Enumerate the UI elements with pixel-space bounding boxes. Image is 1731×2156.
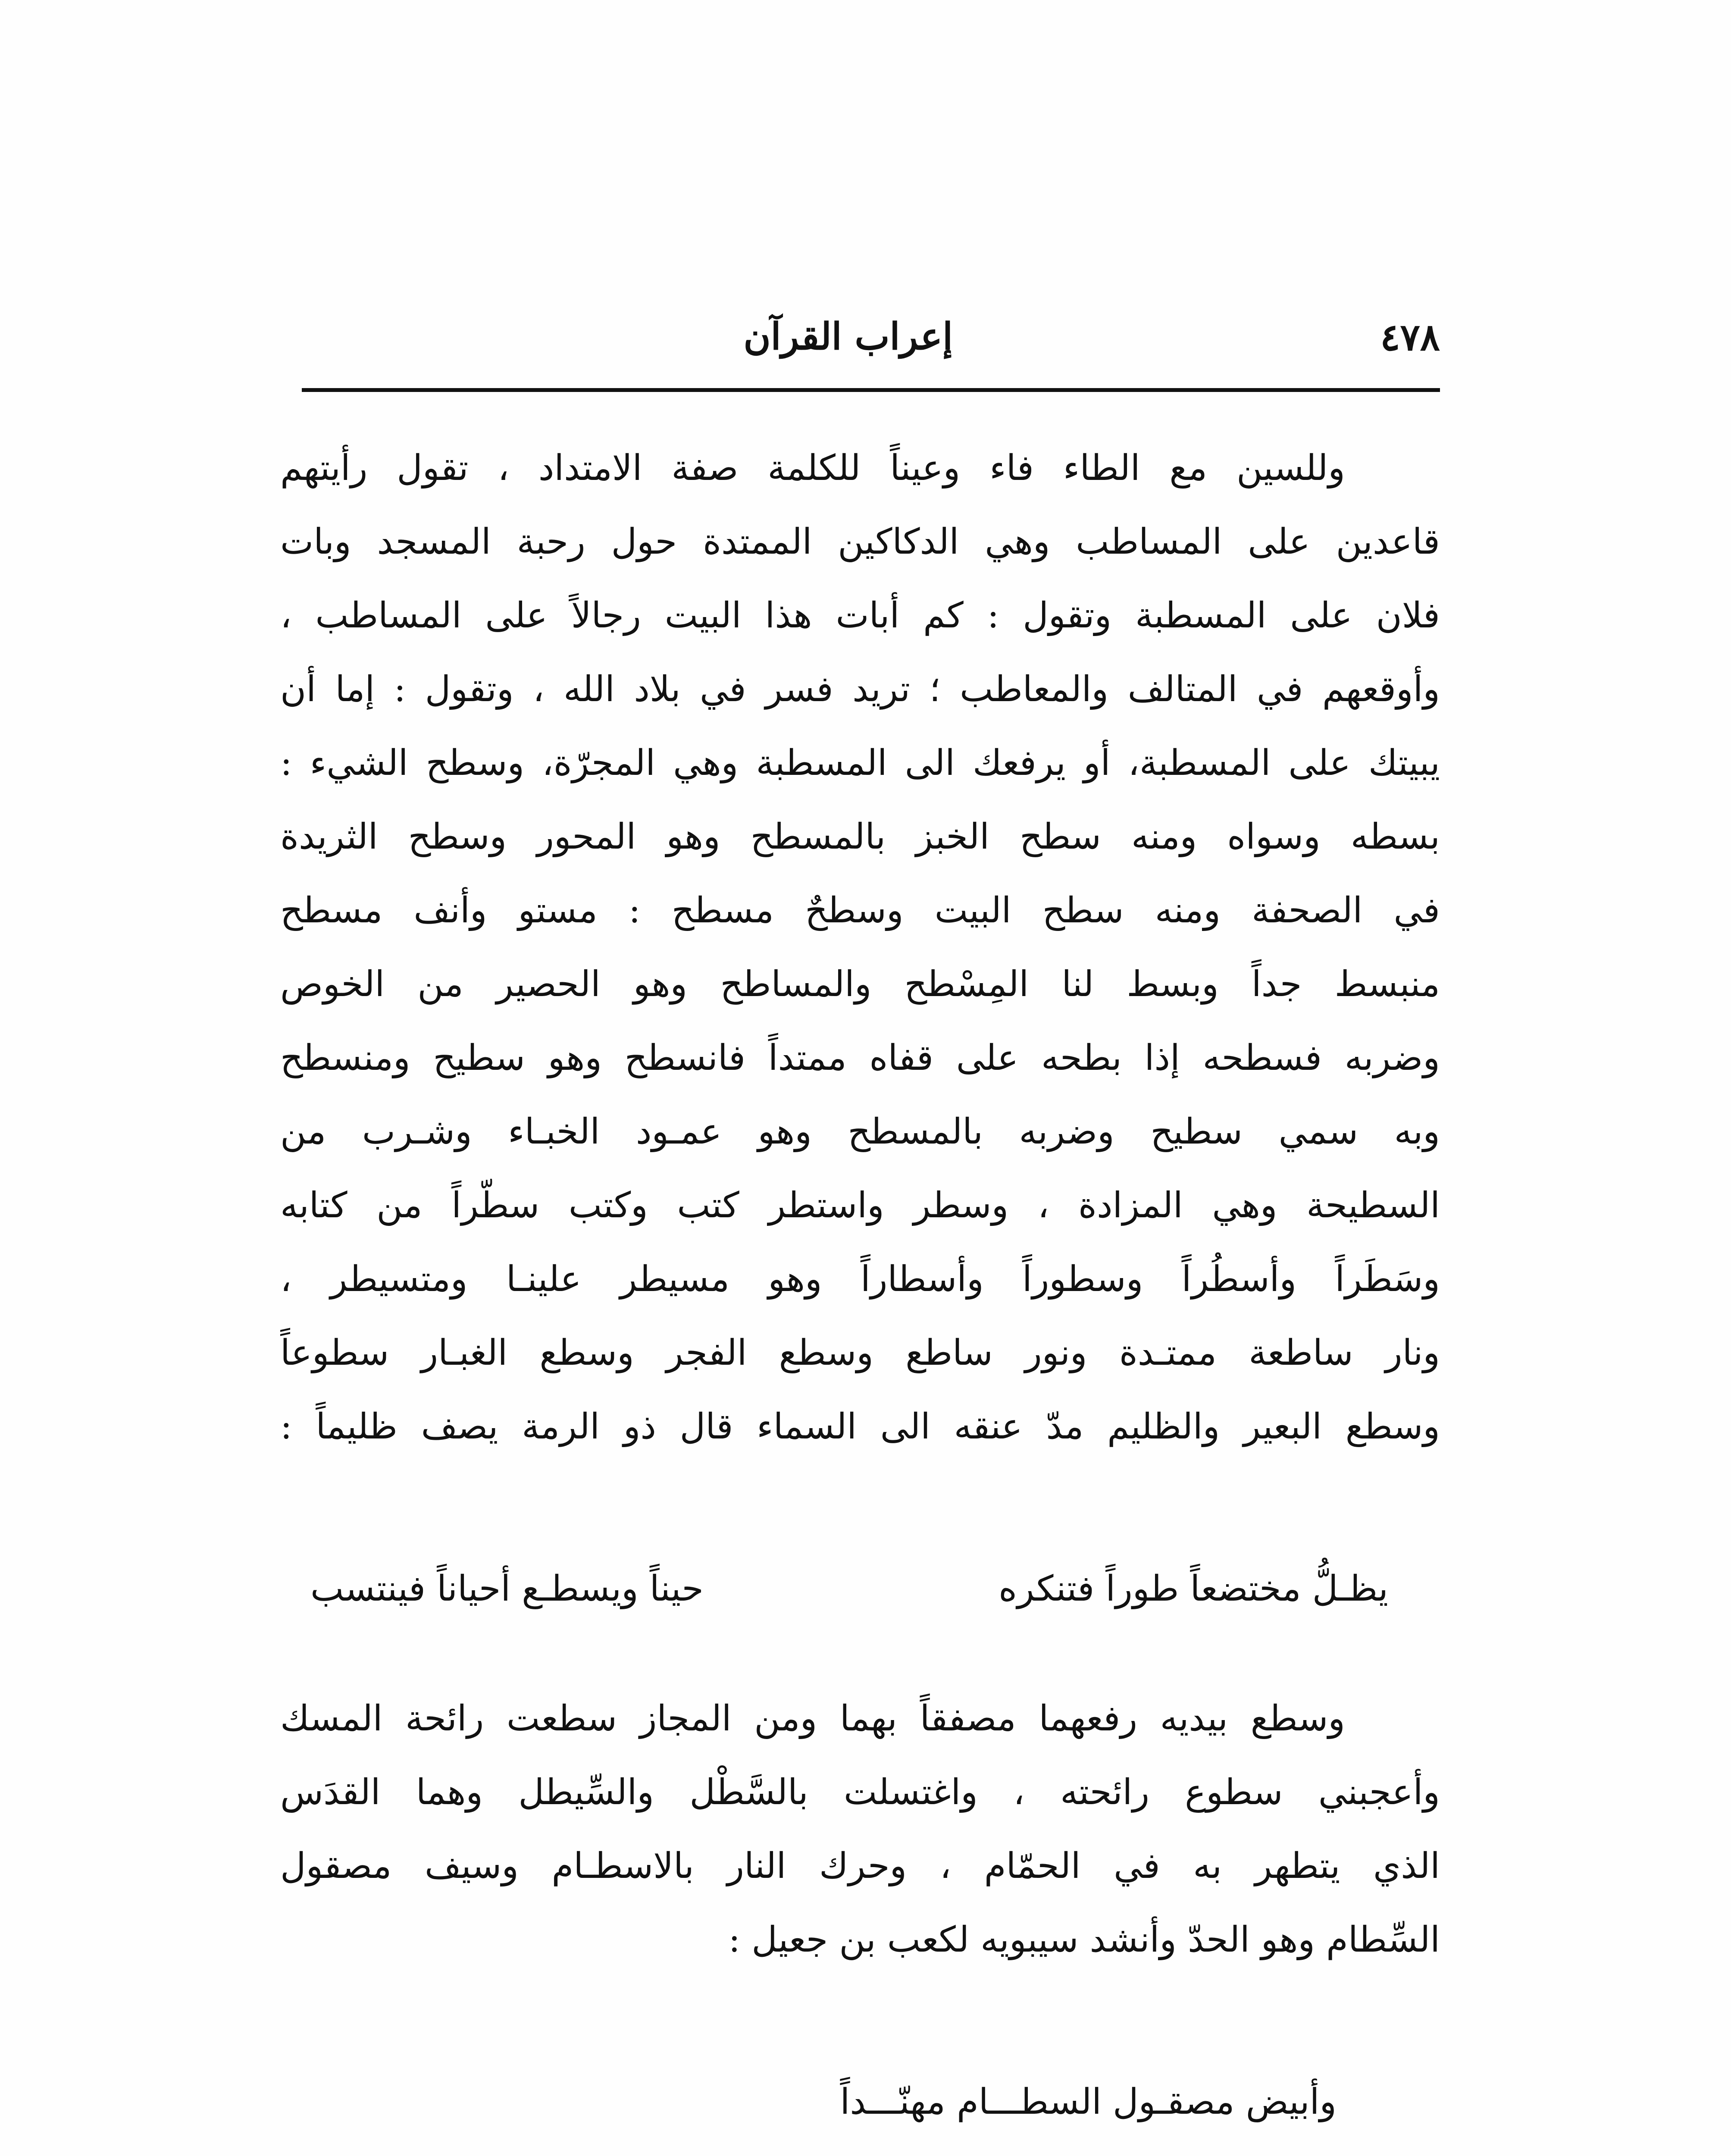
text-line: وسطع البعير والظليم مدّ عنقه الى السماء قال ذو الرمة يصف ظليماً :	[280, 1406, 1440, 1447]
text-line: ونار ساطعة ممتـدة ونور ساطع وسطع الفجر وسطع الغبـار سطوعاً	[280, 1332, 1440, 1373]
running-title: إعراب القرآن	[743, 315, 953, 358]
verse-1-second-hemistich: حيناً ويسطـع أحياناً فينتسب	[310, 1568, 704, 1609]
text-line: الذي يتطهر به في الحمّام ، وحرك النار بالاسطـام وسيف مصقول	[280, 1846, 1440, 1887]
verse-1	[310, 1552, 1388, 1626]
text-line: وضربه فسطحه إذا بطحه على قفاه ممتداً فانسطح وهو سطيح ومنسطح	[280, 1037, 1440, 1078]
header-rule	[302, 388, 1440, 392]
page-header	[285, 302, 1440, 384]
text-line: في الصحفة ومنه سطح البيت وسطحٌ مسطح : مستو وأنف مسطح	[280, 890, 1440, 931]
paragraph-2	[280, 1682, 1440, 1977]
text-line: منبسط جداً وبسط لنا المِسْطح والمساطح وهو الحصير من الخوص	[280, 964, 1440, 1005]
text-line: وللسين مع الطاء فاء وعيناً للكلمة صفة الامتداد ، تقول رأيتهم	[280, 448, 1345, 489]
text-line: قاعدين على المساطب وهي الدكاكين الممتدة حول رحبة المسجد وبات	[280, 521, 1440, 562]
verse-1-first-hemistich: يظـلُّ مختضعاً طوراً فتنكره	[999, 1568, 1388, 1609]
page-number: ٤٧٨	[1380, 316, 1440, 359]
text-line: وبه سمي سطيح وضربه بالمسطح وهو عمـود الخبـاء وشـرب من	[280, 1111, 1440, 1152]
text-line: وأعجبني سطوع رائحته ، واغتسلت بالسَّطْل والسِّيطل وهما القدَس	[280, 1772, 1440, 1813]
text-line: فلان على المسطبة وتقول : كم أبات هذا البيت رجالاً على المساطب ،	[280, 595, 1440, 636]
text-line: السِّطام وهو الحدّ وأنشد سيبويه لكعب بن جعيل :	[728, 1919, 1440, 1960]
verse-2-line-1: وأبيض مصقـول السطـــام مهنّـــداً	[840, 2081, 1337, 2122]
text-line: بسطه وسواه ومنه سطح الخبز بالمسطح وهو المحور وسطح الثريدة	[280, 816, 1440, 857]
text-line: وسَطَراً وأسطُراً وسطوراً وأسطاراً وهو مسيطر علينـا ومتسيطر ،	[280, 1259, 1440, 1300]
paragraph-1	[280, 431, 1440, 1463]
text-line: وسطع بيديه رفعهما مصفقاً بهما ومن المجاز سطعت رائحة المسك	[280, 1698, 1345, 1739]
text-line: السطيحة وهي المزادة ، وسطر واستطر كتب وكتب سطّراً من كتابه	[280, 1185, 1440, 1226]
text-line: وأوقعهم في المتالف والمعاطب ؛ تريد فسر في بلاد الله ، وتقول : إما أن	[280, 669, 1440, 710]
text-line: يبيتك على المسطبة، أو يرفعك الى المسطبة وهي المجرّة، وسطح الشيء :	[280, 743, 1440, 783]
